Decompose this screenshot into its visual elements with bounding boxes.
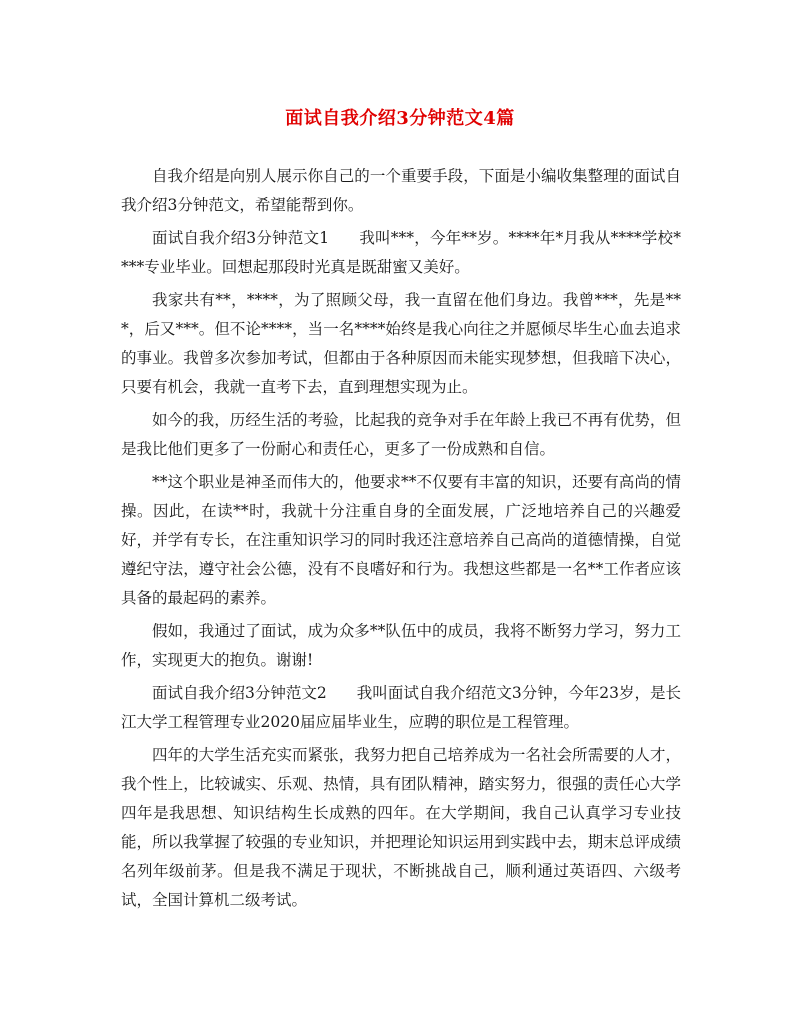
sample1-paragraph: 如今的我，历经生活的考验，比起我的竞争对手在年龄上我已不再有优势，但是我比他们更多了一份耐心和责任心，更多了一份成熟和自信。 [121, 411, 681, 458]
document-title: 面试自我介绍3分钟范文4篇 [285, 108, 515, 129]
sample2-opening-text: 我叫面试自我介绍范文3分钟，今年23岁，是长江大学工程管理专业2020届应届毕业生，应聘的职位是工程管理。 [121, 684, 681, 731]
intro-paragraph: 自我介绍是向别人展示你自己的一个重要手段，下面是小编收集整理的面试自我介绍3分钟范文，希望能帮到你。 [121, 167, 681, 214]
sample1-opening-text: 我叫***，今年**岁。****年*月我从****学校****专业毕业。回想起那段时光真是既甜蜜又美好。 [121, 229, 681, 276]
sample2-opening-paragraph [121, 679, 681, 737]
sample1-paragraph: 我家共有**，****，为了照顾父母，我一直留在他们身边。我曾***，先是***，后又***。但不论****，当一名****始终是我心向往之并愿倾尽毕生心血去追求的事业。我曾多次参加考试，但都由于各种原因而未能实现梦想，但我暗下决心，只要有机会，我就一直考下去，直到理想实现为止。 [121, 291, 681, 396]
document-body [121, 162, 681, 919]
sample1-opening-paragraph [121, 224, 681, 282]
sample1-heading: 面试自我介绍3分钟范文1 [152, 229, 330, 247]
sample1-paragraph: 假如，我通过了面试，成为众多**队伍中的成员，我将不断努力学习，努力工作，实现更大的抱负。谢谢! [121, 622, 681, 669]
sample1-paragraph: **这个职业是神圣而伟大的，他要求**不仅要有丰富的知识，还要有高尚的情操。因此，在读**时，我就十分注重自身的全面发展，广泛地培养自己的兴趣爱好，并学有专长，在注重知识学习的同时我还注意培养自己高尚的道德情操，自觉遵纪守法，遵守社会公德，没有不良嗜好和行为。我想这些都是一名**工作者应该具备的最起码的素养。 [121, 473, 681, 607]
sample2-paragraph: 四年的大学生活充实而紧张，我努力把自己培养成为一名社会所需要的人才，我个性上，比较诚实、乐观、热情，具有团队精神，踏实努力，很强的责任心大学四年是我思想、知识结构生长成熟的四年。在大学期间，我自己认真学习专业技能，所以我掌握了较强的专业知识，并把理论知识运用到实践中去，期末总评成绩名列年级前茅。但是我不满足于现状，不断挑战自己，顺利通过英语四、六级考试，全国计算机二级考试。 [121, 746, 681, 909]
sample2-heading: 面试自我介绍3分钟范文2 [152, 684, 327, 702]
